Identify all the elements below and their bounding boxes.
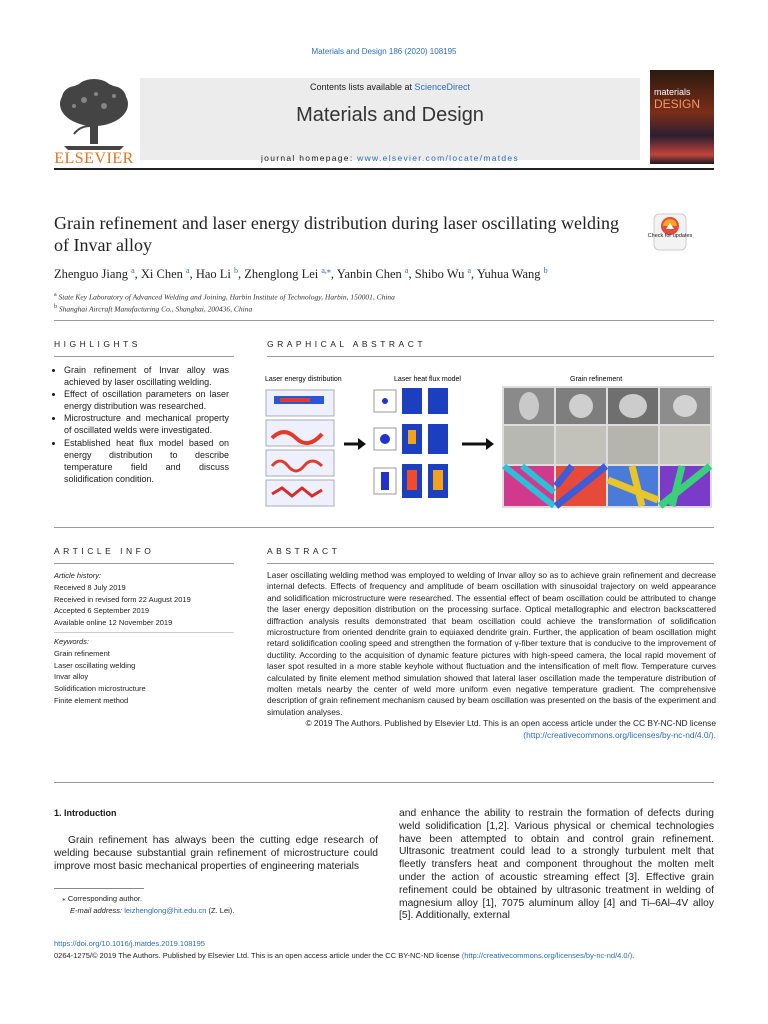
arrow-icon [344, 438, 366, 450]
section-heading-introduction: 1. Introduction [54, 808, 117, 818]
footer-license-link[interactable]: (http://creativecommons.org/licenses/by-nc-nd/4.0/). [461, 951, 635, 960]
cover-title-line1: materials [654, 87, 691, 97]
author[interactable]: Yuhua Wang $^b$ [476, 266, 548, 282]
journal-homepage [140, 153, 640, 163]
divider [267, 563, 714, 564]
arrow-icon [462, 438, 494, 450]
contents-prefix: Contents lists available at [309, 82, 415, 92]
journal-name: Materials and Design [296, 104, 484, 126]
author-email-link[interactable]: leizhenglong@hit.edu.cn [124, 905, 207, 915]
contents-line [140, 82, 640, 92]
affiliation: $^b$ Shanghai Aircraft Manufacturing Co., Shanghai, 200436, China [54, 304, 253, 314]
introduction-left-column: Grain refinement has always been the cutting edge research of welding because substantial grain refinement of microstructure could improve most basic mechanical properties of engineering materials [54, 835, 378, 872]
corresponding-author-footnote: ⁎ Corresponding author. E-mail address: leizhenglong@hit.edu.cn (Z. Lei). [62, 894, 235, 915]
graphical-abstract-heading: GRAPHICAL ABSTRACT [267, 339, 427, 349]
history-entry: Received 8 July 2019 [54, 582, 126, 592]
cover-title-line2: DESIGN [654, 97, 701, 111]
graphical-abstract-figure[interactable] [262, 370, 714, 510]
divider [54, 563, 234, 564]
homepage-prefix: journal homepage: [260, 153, 358, 163]
divider [267, 356, 714, 357]
author[interactable]: Zhenglong Lei $^{a,⁎}$ [244, 266, 331, 282]
article-history-label: Article history: [54, 571, 102, 580]
divider [54, 782, 714, 783]
divider [54, 320, 714, 321]
issn-license-line: 0264-1275/© 2019 The Authors. Published by Elsevier Ltd. This is an open access article under the CC BY-NC-ND license (http://creativecommons.org/licenses/by-nc-nd/4.0/). [54, 951, 635, 960]
energy-distribution-plots [266, 390, 334, 506]
introduction-right-column: and enhance the ability to restrain the formation of defects during weld solidification [1,2]. Various physical or chemical technologies have been attempted to obtain and control grain refinement. Ultrasonic treatment could lead to a strongly turbulent melt that fleetly transfers heat and component throughout the molten melt under the action of acoustic streaming effect [3]. Effective grain refinement could be obtained by ultrasonic treatment in welding of magnesium alloy [1], 7075 aluminum alloy [4] and Ti–6Al–4V alloy [5]. Additionally, external [399, 808, 714, 922]
check-for-updates-label: Check for updates [647, 233, 693, 239]
elsevier-wordmark: ELSEVIER [54, 150, 134, 167]
author[interactable]: Hao Li $^b$ [195, 266, 239, 282]
abstract-body [267, 570, 716, 741]
ga-label-heatflux: Laser heat flux model [394, 376, 461, 383]
doi-link[interactable]: https://doi.org/10.1016/j.matdes.2019.108195 [54, 939, 205, 948]
divider [54, 527, 714, 528]
footnote-rule [54, 888, 144, 889]
check-for-updates-icon[interactable] [652, 212, 688, 252]
keyword: Finite element method [54, 695, 129, 705]
affiliation: $^a$ State Key Laboratory of Advanced Welding and Joining, Harbin Institute of Technology, Harbin, 150001, China [54, 292, 395, 302]
keywords [54, 636, 234, 707]
history-entry: Accepted 6 September 2019 [54, 606, 150, 616]
highlight-item: • Grain refinement of Invar alloy was achieved by laser oscillating welding. [64, 364, 229, 388]
highlight-item: • Effect of oscillation parameters on laser energy distribution was researched. [64, 388, 229, 412]
homepage-link[interactable]: www.elsevier.com/locate/matdes [357, 153, 519, 163]
keyword: Solidification microstructure [54, 684, 146, 694]
license-link[interactable]: (http://creativecommons.org/licenses/by-nc-nd/4.0/). [523, 729, 716, 740]
author[interactable]: Yanbin Chen $^a$ [336, 266, 409, 282]
article-history [54, 570, 234, 629]
abstract-text: Laser oscillating welding method was employed to welding of Invar alloy so as to achieve grain refinement and decrease internal defects. Effects of frequency and amplitude of beam oscillation with sinusoidal trajectory on weld appearance and solidification microstructure were researched. The essential effect of beam oscillation could be attributed to change the laser energy deposition distribution on the processing surface. Optical metallographic and electron backscattered diffraction analysis results demonstrated that beam oscillation could achieve the transformation of solidification microstructure from oriented dendrite grain to equiaxed dendrite grain. Further, the application of beam oscillation might retard solidification cooling speed and strengthen the formation of γ-fiber texture that is conducive to the improvement of ductility. According to the acquisition of dynamic feature pictures with high-speed camera, the local rapid movement of laser spot resulted in a more stable keyhole without fluctuation and the intensification of melt flow. Temperature curves calculated by finite element method simulation showed that lateral laser oscillation made the temperature distribution of molten metals nearby the center of weld more uniform even negative temperature gradient. The comprehensive description of grain refinement mechanism caused by beam oscillation was presented on the basis of the experiment and simulation analyses. [267, 570, 716, 717]
history-entry: Received in revised form 22 August 2019 [54, 594, 191, 604]
abstract-heading: ABSTRACT [267, 546, 341, 556]
author-list: Zhenguo Jiang $^a$, Xi Chen $^a$, Hao Li $^b$, Zhenglong Lei $^{a,⁎}$, Yanbin Chen $^a$, Shibo Wu $^a$, Yuhua Wang $^b$ [54, 266, 548, 282]
highlight-item: • Microstructure and mechanical property of oscillated welds were investigated. [64, 412, 229, 436]
author[interactable]: Xi Chen $^a$ [140, 266, 190, 282]
author[interactable]: Shibo Wu $^a$ [414, 266, 472, 282]
heat-flux-model [374, 388, 448, 498]
grain-refinement-images [502, 386, 712, 508]
author[interactable]: Zhenguo Jiang $^a$ [54, 266, 135, 282]
journal-reference[interactable]: Materials and Design 186 (2020) 108195 [311, 47, 457, 56]
divider [54, 356, 234, 357]
ga-label-energy: Laser energy distribution [265, 376, 342, 383]
keyword: Invar alloy [54, 672, 89, 682]
journal-cover[interactable] [650, 70, 714, 164]
divider [54, 632, 234, 633]
keyword: Laser oscillating welding [54, 660, 136, 670]
highlight-item: • Established heat flux model based on energy distribution to describe temperature field and discuss solidification condition. [64, 437, 229, 485]
history-entry: Available online 12 November 2019 [54, 618, 173, 628]
keywords-label: Keywords: [54, 637, 90, 646]
abstract-copyright: © 2019 The Authors. Published by Elsevier Ltd. This is an open access article under the CC BY-NC-ND license (http://creativecommons.org/licenses/by-nc-nd/4.0/). [305, 718, 716, 740]
header-rule [54, 168, 714, 170]
article-title: Grain refinement and laser energy distribution during laser oscillating welding of Invar alloy [54, 213, 620, 255]
keyword: Grain refinement [54, 648, 110, 658]
highlights-list [54, 364, 229, 485]
highlights-heading: HIGHLIGHTS [54, 339, 141, 349]
ga-label-grain: Grain refinement [570, 376, 623, 383]
sciencedirect-link[interactable]: ScienceDirect [414, 82, 471, 92]
article-info-heading: ARTICLE INFO [54, 546, 155, 556]
